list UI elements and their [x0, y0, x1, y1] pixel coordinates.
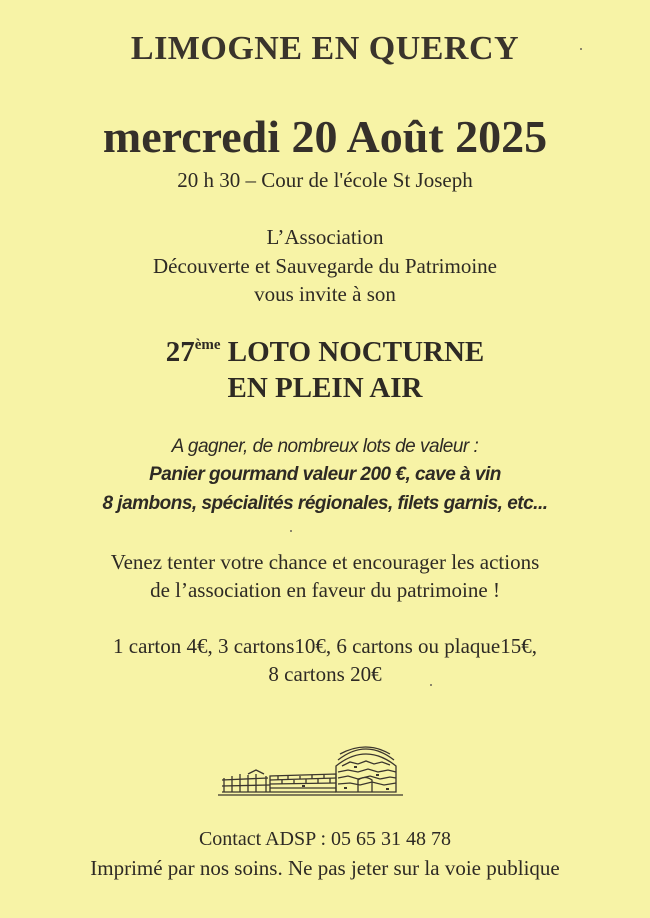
paper-speck — [430, 684, 432, 686]
event-time-place: 20 h 30 – Cour de l'école St Joseph — [177, 168, 473, 192]
print-notice: Imprimé par nos soins. Ne pas jeter sur la voie publique — [90, 856, 560, 880]
paper-speck — [580, 48, 582, 50]
loto-subtitle: EN PLEIN AIR — [227, 372, 423, 404]
prizes-intro: A gagner, de nombreux lots de valeur : — [171, 436, 479, 457]
invitation-line-1: Venez tenter votre chance et encourager les actions — [110, 550, 540, 574]
town-heading: LIMOGNE EN QUERCY — [130, 30, 520, 67]
loto-title-text: LOTO NOCTURNE — [220, 336, 485, 368]
invitation-line-2: de l’association en faveur du patrimoine ! — [150, 578, 500, 602]
prizes-line-1: Panier gourmand valeur 200 €, cave à vin — [149, 464, 501, 485]
stone-hut-icon — [218, 740, 403, 798]
loto-number: 27 — [165, 336, 195, 368]
association-line-3: vous invite à son — [254, 282, 396, 306]
loto-ordinal-suffix: ème — [194, 337, 221, 353]
paper-speck — [290, 530, 292, 532]
association-line-1: L’Association — [266, 225, 384, 249]
prizes-line-2: 8 jambons, spécialités régionales, filets garnis, etc... — [102, 493, 548, 514]
association-line-2: Découverte et Sauvegarde du Patrimoine — [152, 254, 498, 278]
pricing-line-2: 8 cartons 20€ — [268, 662, 382, 686]
contact-info: Contact ADSP : 05 65 31 48 78 — [198, 828, 452, 850]
loto-title — [0, 336, 650, 369]
event-date: mercredi 20 Août 2025 — [102, 111, 548, 162]
pricing-line-1: 1 carton 4€, 3 cartons10€, 6 cartons ou plaque15€, — [113, 634, 537, 658]
